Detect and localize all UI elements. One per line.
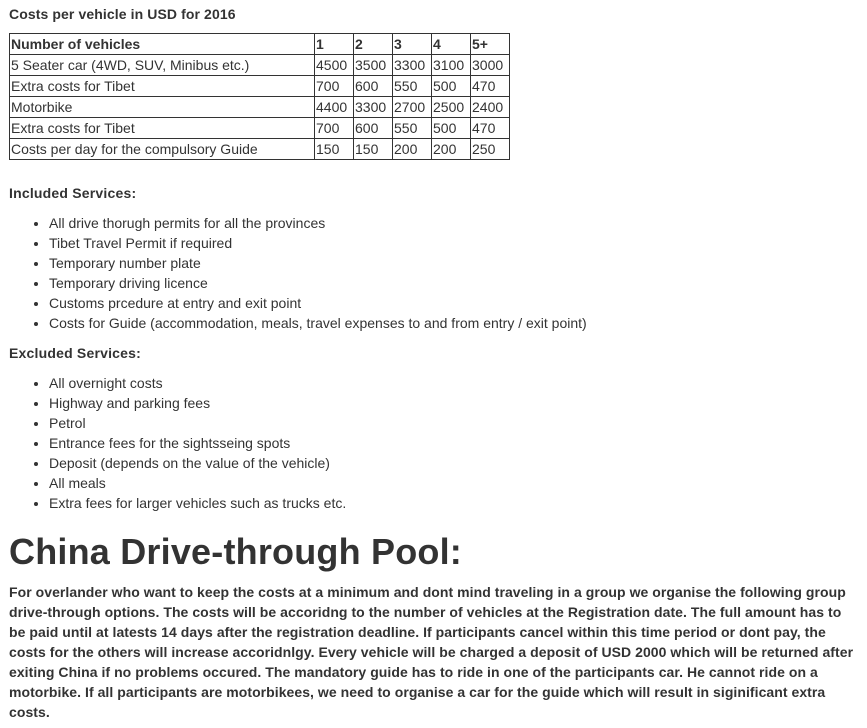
table-row: [10, 97, 510, 118]
table-cell: Extra costs for Tibet: [10, 118, 315, 139]
list-item: • Temporary number plate: [49, 253, 587, 273]
table-cell: 500: [432, 76, 471, 97]
table-cell: 3500: [354, 55, 393, 76]
list-item: • Temporary driving licence: [49, 273, 587, 293]
list-item: • Entrance fees for the sightsseing spots: [49, 433, 346, 453]
column-header: 4: [432, 34, 471, 55]
list-item: • Extra fees for larger vehicles such as trucks etc.: [49, 493, 346, 513]
column-header: 1: [315, 34, 354, 55]
table-cell: 3300: [354, 97, 393, 118]
table-cell: 250: [471, 139, 510, 160]
pool-description: For overlander who want to keep the costs at a minimum and dont mind traveling in a group we organise the following group drive-through options. The costs will be accoridng to the number of vehicles at the Registration date. The full amount has to be paid until at latests 14 days after the registration deadline. If participants cancel within this time period or dont pay, the costs for the others will increase accoridnlgy. Every vehicle will be charged a deposit of USD 2000 which will be returned after exiting China if no problems occured. The mandatory guide has to ride in one of the participants car. He cannot ride on a motorbike. If all participants are motorbikees, we need to organise a car for the guide which will result in siginificant extra costs.: [9, 584, 854, 720]
included-services-heading: Included Services:: [9, 185, 137, 201]
list-item: • Highway and parking fees: [49, 393, 346, 413]
table-header-row: [10, 34, 510, 55]
list-item: • All overnight costs: [49, 373, 346, 393]
table-row: [10, 76, 510, 97]
column-header: Number of vehicles: [10, 34, 315, 55]
table-cell: 2700: [393, 97, 432, 118]
table-cell: 700: [315, 76, 354, 97]
excluded-services-list: [9, 373, 346, 513]
list-item: • Costs for Guide (accommodation, meals, travel expenses to and from entry / exit point): [49, 313, 587, 333]
table-cell: 4500: [315, 55, 354, 76]
column-header: 2: [354, 34, 393, 55]
table-row: [10, 118, 510, 139]
table-cell: 600: [354, 118, 393, 139]
table-cell: Costs per day for the compulsory Guide: [10, 139, 315, 160]
table-cell: 150: [315, 139, 354, 160]
table-cell: 3300: [393, 55, 432, 76]
table-cell: 700: [315, 118, 354, 139]
table-cell: 3100: [432, 55, 471, 76]
list-item: • Petrol: [49, 413, 346, 433]
list-item: • All meals: [49, 473, 346, 493]
table-cell: 500: [432, 118, 471, 139]
page-title: China Drive-through Pool:: [9, 531, 462, 572]
table-row: [10, 55, 510, 76]
list-item: • Deposit (depends on the value of the vehicle): [49, 453, 346, 473]
table-cell: 2500: [432, 97, 471, 118]
table-cell: 2400: [471, 97, 510, 118]
table-cell: Motorbike: [10, 97, 315, 118]
table-cell: 200: [393, 139, 432, 160]
column-header: 5+: [471, 34, 510, 55]
excluded-services-heading: Excluded Services:: [9, 345, 141, 361]
table-cell: 4400: [315, 97, 354, 118]
table-cell: 200: [432, 139, 471, 160]
list-item: • Customs prcedure at entry and exit point: [49, 293, 587, 313]
included-services-list: [9, 213, 587, 333]
table-cell: 3000: [471, 55, 510, 76]
table-cell: 550: [393, 76, 432, 97]
table-caption: Costs per vehicle in USD for 2016: [9, 6, 236, 22]
table-cell: 470: [471, 118, 510, 139]
list-item: • Tibet Travel Permit if required: [49, 233, 587, 253]
costs-table: [9, 33, 510, 160]
table-row: [10, 139, 510, 160]
column-header: 3: [393, 34, 432, 55]
table-cell: 470: [471, 76, 510, 97]
table-cell: Extra costs for Tibet: [10, 76, 315, 97]
table-cell: 5 Seater car (4WD, SUV, Minibus etc.): [10, 55, 315, 76]
table-cell: 600: [354, 76, 393, 97]
table-cell: 550: [393, 118, 432, 139]
table-cell: 150: [354, 139, 393, 160]
list-item: • All drive thorugh permits for all the provinces: [49, 213, 587, 233]
